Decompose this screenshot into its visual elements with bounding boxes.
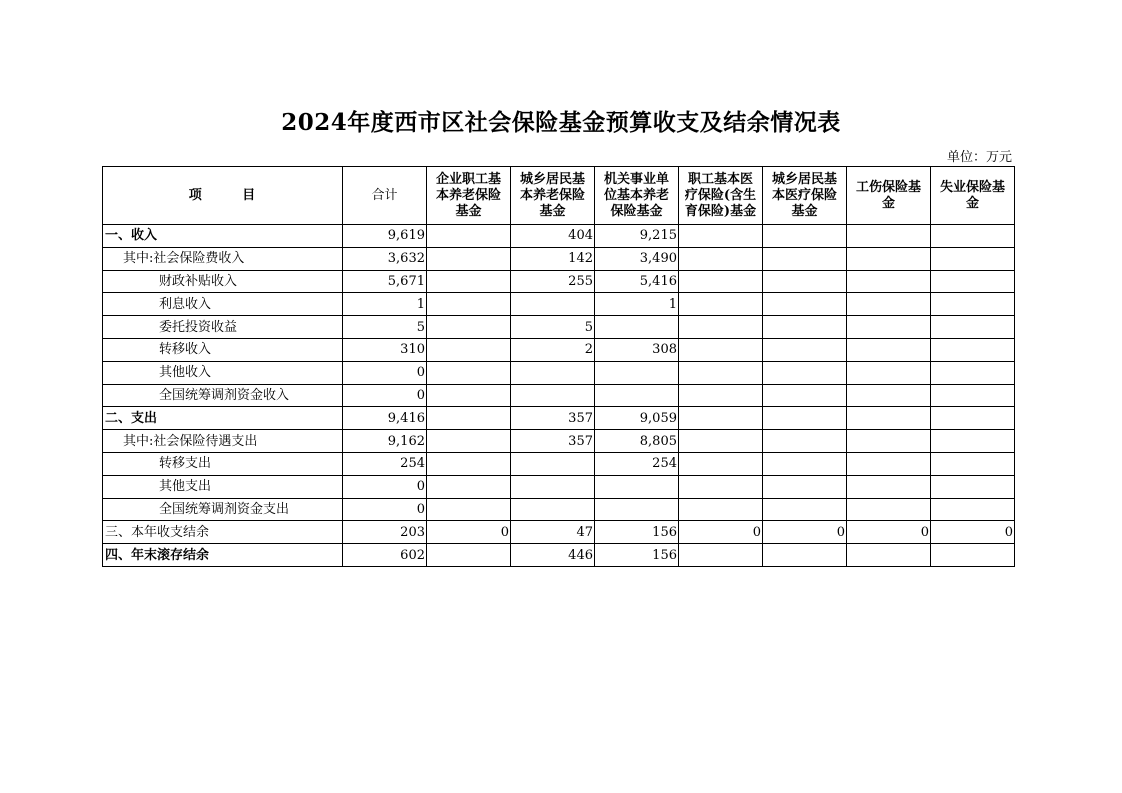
table-cell: 9,416 <box>343 407 427 430</box>
table-cell: 0 <box>343 384 427 407</box>
table-cell <box>679 338 763 361</box>
table-cell: 0 <box>343 361 427 384</box>
table-cell <box>511 293 595 316</box>
table-cell <box>511 498 595 521</box>
table-cell <box>427 316 511 339</box>
table-cell: 5 <box>511 316 595 339</box>
table-cell <box>763 247 847 270</box>
row-label: 财政补贴收入 <box>103 270 343 293</box>
table-cell <box>931 475 1015 498</box>
table-cell <box>763 293 847 316</box>
table-row <box>103 293 1015 316</box>
table-cell <box>847 338 931 361</box>
table-cell <box>931 361 1015 384</box>
table-row <box>103 270 1015 293</box>
table-cell <box>511 384 595 407</box>
row-label: 其他支出 <box>103 475 343 498</box>
table-cell <box>931 338 1015 361</box>
table-cell <box>763 361 847 384</box>
table-cell <box>847 361 931 384</box>
table-cell <box>931 544 1015 567</box>
table-cell: 254 <box>343 452 427 475</box>
table-cell: 156 <box>595 544 679 567</box>
row-label: 转移收入 <box>103 338 343 361</box>
table-row <box>103 407 1015 430</box>
table-cell <box>595 498 679 521</box>
table-row <box>103 521 1015 544</box>
table-cell: 446 <box>511 544 595 567</box>
table-cell <box>511 452 595 475</box>
row-label: 二、支出 <box>103 407 343 430</box>
header-resident-medical: 城乡居民基本医疗保险基金 <box>763 167 847 225</box>
header-injury-insurance: 工伤保险基金 <box>847 167 931 225</box>
table-cell <box>931 293 1015 316</box>
table-cell <box>931 384 1015 407</box>
table-cell <box>763 338 847 361</box>
table-cell <box>847 452 931 475</box>
table-cell <box>511 475 595 498</box>
row-label: 三、本年收支结余 <box>103 521 343 544</box>
table-cell <box>427 384 511 407</box>
page-title: 2024年度西市区社会保险基金预算收支及结余情况表 <box>281 109 841 136</box>
table-cell: 9,162 <box>343 430 427 453</box>
row-label: 其中:社会保险待遇支出 <box>103 430 343 453</box>
header-enterprise-pension: 企业职工基本养老保险基金 <box>427 167 511 225</box>
table-cell <box>679 247 763 270</box>
table-cell: 9,215 <box>595 225 679 248</box>
header-institution-pension: 机关事业单位基本养老保险基金 <box>595 167 679 225</box>
table-cell: 0 <box>343 475 427 498</box>
table-cell: 308 <box>595 338 679 361</box>
table-cell <box>847 225 931 248</box>
row-label: 四、年末滚存结余 <box>103 544 343 567</box>
table-cell: 5 <box>343 316 427 339</box>
table-cell <box>679 498 763 521</box>
table-cell: 0 <box>931 521 1015 544</box>
table-cell <box>679 452 763 475</box>
table-row <box>103 361 1015 384</box>
table-row <box>103 430 1015 453</box>
table-cell: 9,059 <box>595 407 679 430</box>
table-cell <box>931 498 1015 521</box>
table-cell <box>931 407 1015 430</box>
table-cell <box>763 475 847 498</box>
table-cell <box>931 225 1015 248</box>
table-cell <box>763 452 847 475</box>
table-row <box>103 544 1015 567</box>
table-cell <box>679 225 763 248</box>
row-label: 全国统筹调剂资金支出 <box>103 498 343 521</box>
table-cell: 255 <box>511 270 595 293</box>
table-cell <box>679 316 763 339</box>
table-cell: 254 <box>595 452 679 475</box>
table-cell <box>763 407 847 430</box>
table-cell: 0 <box>679 521 763 544</box>
table-cell: 0 <box>343 498 427 521</box>
table-cell: 142 <box>511 247 595 270</box>
table-cell <box>847 384 931 407</box>
table-cell: 9,619 <box>343 225 427 248</box>
table-cell <box>427 430 511 453</box>
table-cell <box>931 430 1015 453</box>
table-cell <box>763 544 847 567</box>
table-cell <box>427 544 511 567</box>
table-cell: 2 <box>511 338 595 361</box>
table-cell <box>931 316 1015 339</box>
table-row <box>103 498 1015 521</box>
header-employee-medical: 职工基本医疗保险(含生育保险)基金 <box>679 167 763 225</box>
table-cell <box>931 270 1015 293</box>
row-label: 其中:社会保险费收入 <box>103 247 343 270</box>
unit-label: 单位：万元 <box>946 150 1012 165</box>
table-cell <box>763 316 847 339</box>
table-cell: 5,671 <box>343 270 427 293</box>
table-row <box>103 225 1015 248</box>
table-cell <box>679 270 763 293</box>
table-cell: 404 <box>511 225 595 248</box>
table-cell <box>847 247 931 270</box>
table-cell <box>595 384 679 407</box>
table-cell <box>847 407 931 430</box>
row-label: 其他收入 <box>103 361 343 384</box>
table-cell: 0 <box>763 521 847 544</box>
table-row <box>103 316 1015 339</box>
table-cell <box>427 361 511 384</box>
table-cell <box>763 384 847 407</box>
table-row <box>103 338 1015 361</box>
table-cell <box>679 293 763 316</box>
table-cell: 1 <box>343 293 427 316</box>
table-cell <box>427 270 511 293</box>
table-cell <box>763 430 847 453</box>
table-cell <box>679 475 763 498</box>
table-cell: 310 <box>343 338 427 361</box>
table-cell: 0 <box>847 521 931 544</box>
table-cell <box>931 247 1015 270</box>
table-cell <box>763 498 847 521</box>
table-cell <box>679 407 763 430</box>
row-label: 转移支出 <box>103 452 343 475</box>
table-cell <box>679 544 763 567</box>
header-row <box>103 167 1015 225</box>
table-cell: 203 <box>343 521 427 544</box>
table-cell <box>595 475 679 498</box>
table-cell <box>847 316 931 339</box>
table-cell <box>427 407 511 430</box>
table-cell: 357 <box>511 407 595 430</box>
budget-table <box>102 166 1015 567</box>
table-cell <box>847 430 931 453</box>
row-label: 利息收入 <box>103 293 343 316</box>
table-cell <box>847 475 931 498</box>
table-cell <box>427 247 511 270</box>
table-cell <box>427 293 511 316</box>
table-cell <box>931 452 1015 475</box>
table-cell <box>595 316 679 339</box>
row-label: 一、收入 <box>103 225 343 248</box>
table-cell <box>763 270 847 293</box>
table-cell <box>511 361 595 384</box>
table-cell: 3,632 <box>343 247 427 270</box>
header-resident-pension: 城乡居民基本养老保险基金 <box>511 167 595 225</box>
table-cell <box>427 452 511 475</box>
table-row <box>103 452 1015 475</box>
table-cell: 3,490 <box>595 247 679 270</box>
table-cell <box>847 498 931 521</box>
table-cell <box>427 498 511 521</box>
table-cell: 357 <box>511 430 595 453</box>
table-cell: 5,416 <box>595 270 679 293</box>
table-cell <box>427 338 511 361</box>
table-cell: 0 <box>427 521 511 544</box>
header-item: 项 目 <box>103 167 343 225</box>
table-cell: 1 <box>595 293 679 316</box>
table-row <box>103 384 1015 407</box>
table-cell: 156 <box>595 521 679 544</box>
table-cell <box>847 293 931 316</box>
row-label: 全国统筹调剂资金收入 <box>103 384 343 407</box>
header-total: 合计 <box>343 167 427 225</box>
table-cell <box>427 225 511 248</box>
table-cell <box>847 270 931 293</box>
table-cell <box>679 361 763 384</box>
table-cell <box>847 544 931 567</box>
table-cell: 602 <box>343 544 427 567</box>
table-cell <box>427 475 511 498</box>
table-cell: 8,805 <box>595 430 679 453</box>
table-cell <box>595 361 679 384</box>
table-cell <box>763 225 847 248</box>
row-label: 委托投资收益 <box>103 316 343 339</box>
table-cell <box>679 430 763 453</box>
table-row <box>103 247 1015 270</box>
table-cell: 47 <box>511 521 595 544</box>
header-unemployment-insurance: 失业保险基金 <box>931 167 1015 225</box>
table-cell <box>679 384 763 407</box>
table-row <box>103 475 1015 498</box>
